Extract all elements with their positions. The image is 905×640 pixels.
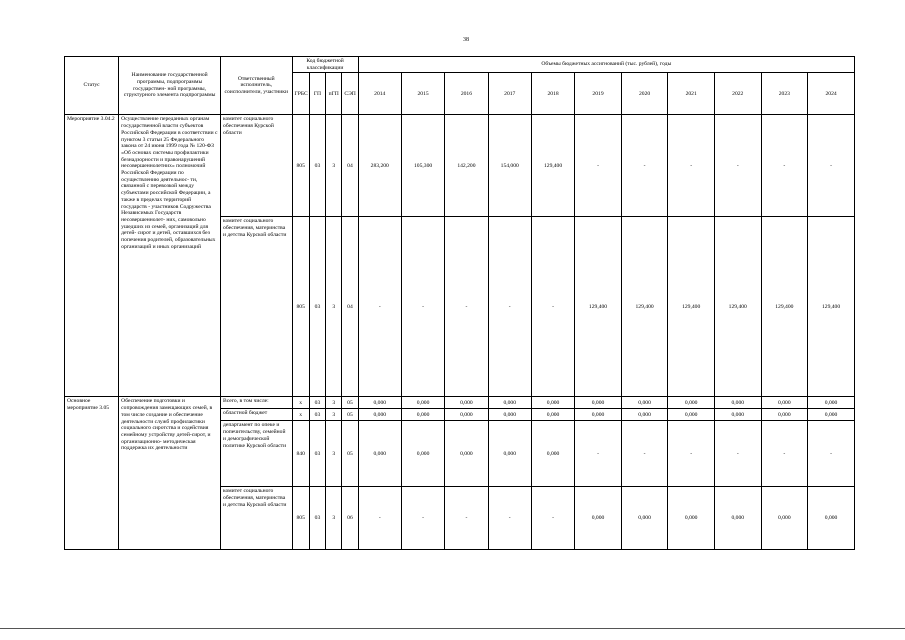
value-cell: - — [761, 421, 808, 487]
value-cell: - — [358, 487, 401, 550]
sep-cell: 06 — [342, 487, 358, 550]
header-pgp: пГП — [326, 73, 342, 115]
value-cell: 129,400 — [668, 217, 715, 397]
header-year: 2016 — [445, 73, 488, 115]
value-cell: - — [531, 487, 574, 550]
sep-cell: 04 — [342, 217, 358, 397]
header-year: 2024 — [808, 73, 855, 115]
header-volumes: Объемы бюджетных ассигнований (тыс. рублей), годы — [358, 57, 854, 73]
budget-table — [64, 56, 855, 550]
value-cell: 283,200 — [358, 115, 401, 217]
value-cell: 0,000 — [488, 421, 531, 487]
grbs-cell: 805 — [292, 487, 309, 550]
value-cell: - — [621, 115, 668, 217]
header-grbs: ГРБС — [292, 73, 309, 115]
value-cell: - — [575, 115, 622, 217]
value-cell: 0,000 — [358, 421, 401, 487]
responsible-cell: департамент по опеке и попечительству, семейной и демографической политике Курской области — [221, 421, 293, 487]
value-cell: 0,000 — [445, 421, 488, 487]
value-cell: - — [488, 487, 531, 550]
value-cell: 0,000 — [714, 487, 761, 550]
value-cell: 0,000 — [761, 409, 808, 421]
grbs-cell: х — [292, 397, 309, 409]
page-bottom-border — [0, 628, 905, 629]
value-cell: - — [668, 115, 715, 217]
responsible-cell: комитет социального обеспечения Курской области — [221, 115, 293, 217]
value-cell: - — [575, 421, 622, 487]
gp-cell: 03 — [309, 409, 325, 421]
value-cell: 0,000 — [358, 397, 401, 409]
responsible-cell: комитет социального обеспечения, материнства и детства Курской области — [221, 487, 293, 550]
value-cell: 0,000 — [808, 487, 855, 550]
value-cell: 129,400 — [531, 115, 574, 217]
grbs-cell: х — [292, 409, 309, 421]
header-year: 2018 — [531, 73, 574, 115]
responsible-cell: комитет социального обеспечения, материнства и детства Курской области — [221, 217, 293, 397]
value-cell: - — [808, 115, 855, 217]
value-cell: 0,000 — [531, 397, 574, 409]
pgp-cell: 3 — [326, 487, 342, 550]
section1-status: Мероприятие 3.04.2 — [65, 115, 119, 397]
gp-cell: 03 — [309, 115, 325, 217]
header-year: 2014 — [358, 73, 401, 115]
value-cell: 0,000 — [668, 487, 715, 550]
value-cell: 0,000 — [445, 409, 488, 421]
gp-cell: 03 — [309, 217, 325, 397]
value-cell: 0,000 — [668, 397, 715, 409]
header-year: 2015 — [401, 73, 444, 115]
header-gp: ГП — [309, 73, 325, 115]
value-cell: 0,000 — [445, 397, 488, 409]
value-cell: 0,000 — [621, 409, 668, 421]
value-cell: - — [401, 487, 444, 550]
sep-cell: 05 — [342, 409, 358, 421]
grbs-cell: 840 — [292, 421, 309, 487]
value-cell: - — [761, 115, 808, 217]
value-cell: 129,400 — [575, 217, 622, 397]
value-cell: - — [668, 421, 715, 487]
header-status: Статус — [65, 57, 119, 115]
gp-cell: 03 — [309, 487, 325, 550]
header-sep: СЭП — [342, 73, 358, 115]
value-cell: 129,400 — [714, 217, 761, 397]
value-cell: 0,000 — [808, 397, 855, 409]
value-cell: - — [714, 421, 761, 487]
value-cell: 0,000 — [808, 409, 855, 421]
value-cell: 0,000 — [621, 397, 668, 409]
value-cell: - — [445, 487, 488, 550]
value-cell: 0,000 — [714, 397, 761, 409]
value-cell: 154,000 — [488, 115, 531, 217]
value-cell: 129,400 — [621, 217, 668, 397]
value-cell: 0,000 — [575, 409, 622, 421]
header-year: 2017 — [488, 73, 531, 115]
value-cell: 0,000 — [714, 409, 761, 421]
pgp-cell: 3 — [326, 115, 342, 217]
value-cell: 0,000 — [575, 397, 622, 409]
responsible-cell: областной бюджет — [221, 409, 293, 421]
value-cell: 0,000 — [488, 409, 531, 421]
value-cell: 0,000 — [761, 487, 808, 550]
section2-name: Обеспечение подготовки и сопровождения замещающих семей, в том числе создание и обеспечение деятельности служб профилактики социального сиротства и содействия семейному устройству детей-сирот, и организационно- методическая поддержка их деятельности — [119, 397, 221, 550]
value-cell: 0,000 — [401, 421, 444, 487]
gp-cell: 03 — [309, 421, 325, 487]
value-cell: 0,000 — [531, 409, 574, 421]
header-budget-code: Код бюджетной классификации — [292, 57, 358, 73]
responsible-cell: Всего, в том числе: — [221, 397, 293, 409]
grbs-cell: 805 — [292, 115, 309, 217]
value-cell: 105,300 — [401, 115, 444, 217]
value-cell: 142,200 — [445, 115, 488, 217]
header-year: 2022 — [714, 73, 761, 115]
value-cell: 0,000 — [761, 397, 808, 409]
pgp-cell: 3 — [326, 421, 342, 487]
section2-status: Основное мероприятие 3.05 — [65, 397, 119, 550]
header-year: 2019 — [575, 73, 622, 115]
value-cell: - — [358, 217, 401, 397]
value-cell: 0,000 — [668, 409, 715, 421]
value-cell: 0,000 — [488, 397, 531, 409]
header-name: Наименование государственной программы, подпрограммы государствен- ной программы, структурного элемента подпрограммы — [119, 57, 221, 115]
value-cell: - — [488, 217, 531, 397]
grbs-cell: 805 — [292, 217, 309, 397]
pgp-cell: 3 — [326, 217, 342, 397]
value-cell: 0,000 — [621, 487, 668, 550]
section1-name: Осуществление переданных органам государственной власти субъектов Российской Федерации в соответствии с пунктом 3 статьи 25 Федерального закона от 24 июня 1999 года № 120-ФЗ «Об основах системы профилактики безнадзорности и правонарушений несовершеннолетних» полномочий Российской Федерации по осуществлению деятельнос- ти, связанной с перевозкой между субъектами российской Федерации, а также в пределах территорий государств - участников Содружества Независимых Государств несовершеннолет- них, самовольно ушедших из семей, организаций для детей- сирот и детей, оставшихся без попечения родителей, образовательных организаций и иных организаций — [119, 115, 221, 397]
header-year: 2023 — [761, 73, 808, 115]
page-number: 38 — [463, 37, 469, 43]
value-cell: 0,000 — [531, 421, 574, 487]
value-cell: - — [401, 217, 444, 397]
value-cell: - — [621, 421, 668, 487]
pgp-cell: 3 — [326, 397, 342, 409]
value-cell: - — [808, 421, 855, 487]
sep-cell: 05 — [342, 397, 358, 409]
value-cell: - — [531, 217, 574, 397]
pgp-cell: 3 — [326, 409, 342, 421]
value-cell: - — [445, 217, 488, 397]
header-year: 2021 — [668, 73, 715, 115]
value-cell: 129,400 — [808, 217, 855, 397]
sep-cell: 04 — [342, 115, 358, 217]
value-cell: 0,000 — [358, 409, 401, 421]
sep-cell: 05 — [342, 421, 358, 487]
value-cell: 0,000 — [401, 397, 444, 409]
header-responsible: Ответственный исполнитель, соисполнители, участники — [221, 57, 293, 115]
gp-cell: 03 — [309, 397, 325, 409]
header-year: 2020 — [621, 73, 668, 115]
value-cell: 0,000 — [575, 487, 622, 550]
value-cell: - — [714, 115, 761, 217]
value-cell: 0,000 — [401, 409, 444, 421]
value-cell: 129,400 — [761, 217, 808, 397]
